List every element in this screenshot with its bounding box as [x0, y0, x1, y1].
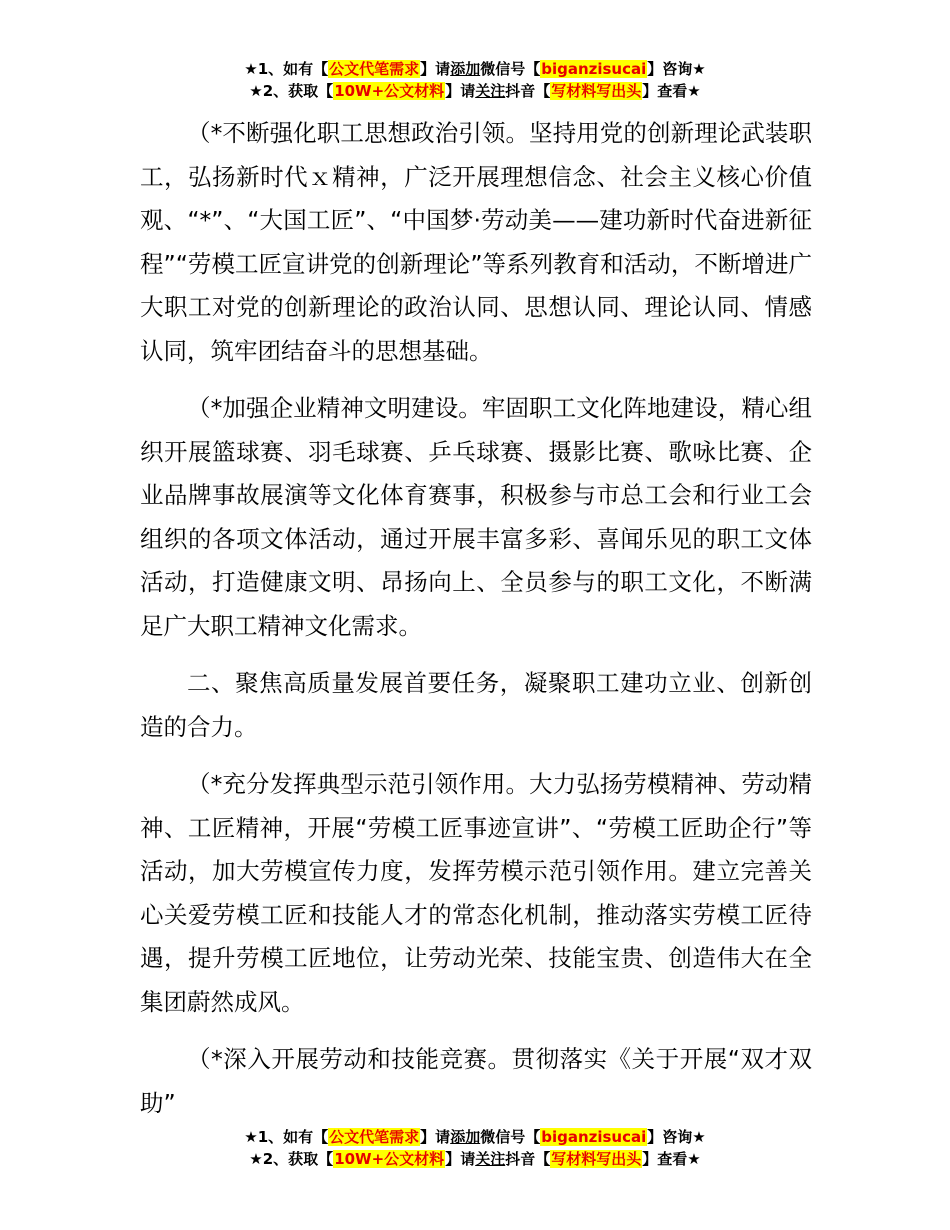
document-body: [140, 112, 812, 1139]
banner-line-1: ★1、如有【公文代笔需求】请添加微信号【biganzisucai】咨询★: [244, 1128, 706, 1146]
highlight-service: 公文代笔需求: [329, 60, 420, 78]
highlight-douyin-account: 写材料写出头: [551, 1150, 642, 1168]
highlight-service: 公文代笔需求: [329, 1128, 420, 1146]
header-banner: [0, 58, 950, 102]
section-heading-two: 二、聚焦高质量发展首要任务，凝聚职工建功立业、创新创造的合力。: [140, 669, 812, 741]
banner-line-1: ★1、如有【公文代笔需求】请添加微信号【biganzisucai】咨询★: [244, 60, 706, 78]
highlight-materials: 10W+公文材料: [334, 82, 445, 100]
paragraph-skill-competition: （*深入开展劳动和技能竞赛。贯彻落实《关于开展“双才双助”: [140, 1045, 812, 1117]
paragraph-spiritual-civilization: （*加强企业精神文明建设。牢固职工文化阵地建设，精心组织开展篮球赛、羽毛球赛、乒乓球赛、摄影比赛、歌咏比赛、企业品牌事故展演等文化体育赛事，积极参与市总工会和行业工会组织的各项文体活动，通过开展丰富多彩、喜闻乐见的职工文体活动，打造健康文明、昂扬向上、全员参与的职工文化，不断满足广大职工精神文化需求。: [140, 394, 812, 640]
highlight-materials: 10W+公文材料: [334, 1150, 445, 1168]
footer-banner: [0, 1126, 950, 1170]
paragraph-political-guidance: （*不断强化职工思想政治引领。坚持用党的创新理论武装职工，弘扬新时代ｘ精神，广泛开展理想信念、社会主义核心价值观、“*”、“大国工匠”、“中国梦·劳动美——建功新时代奋进新征程”“劳模工匠宣讲党的创新理论”等系列教育和活动，不断增进广大职工对党的创新理论的政治认同、思想认同、理论认同、情感认同，筑牢团结奋斗的思想基础。: [140, 119, 812, 365]
highlight-douyin-account: 写材料写出头: [551, 82, 642, 100]
highlight-wechat-id: biganzisucai: [541, 60, 647, 78]
highlight-wechat-id: biganzisucai: [541, 1128, 647, 1146]
banner-line-2: ★2、获取【10W+公文材料】请关注抖音【写材料写出头】查看★: [249, 82, 701, 100]
paragraph-model-workers: （*充分发挥典型示范引领作用。大力弘扬劳模精神、劳动精神、工匠精神，开展“劳模工匠事迹宣讲”、“劳模工匠助企行”等活动，加大劳模宣传力度，发挥劳模示范引领作用。建立完善关心关爱劳模工匠和技能人才的常态化机制，推动落实劳模工匠待遇，提升劳模工匠地位，让劳动光荣、技能宝贵、创造伟大在全集团蔚然成风。: [140, 770, 812, 1016]
banner-line-2: ★2、获取【10W+公文材料】请关注抖音【写材料写出头】查看★: [249, 1150, 701, 1168]
